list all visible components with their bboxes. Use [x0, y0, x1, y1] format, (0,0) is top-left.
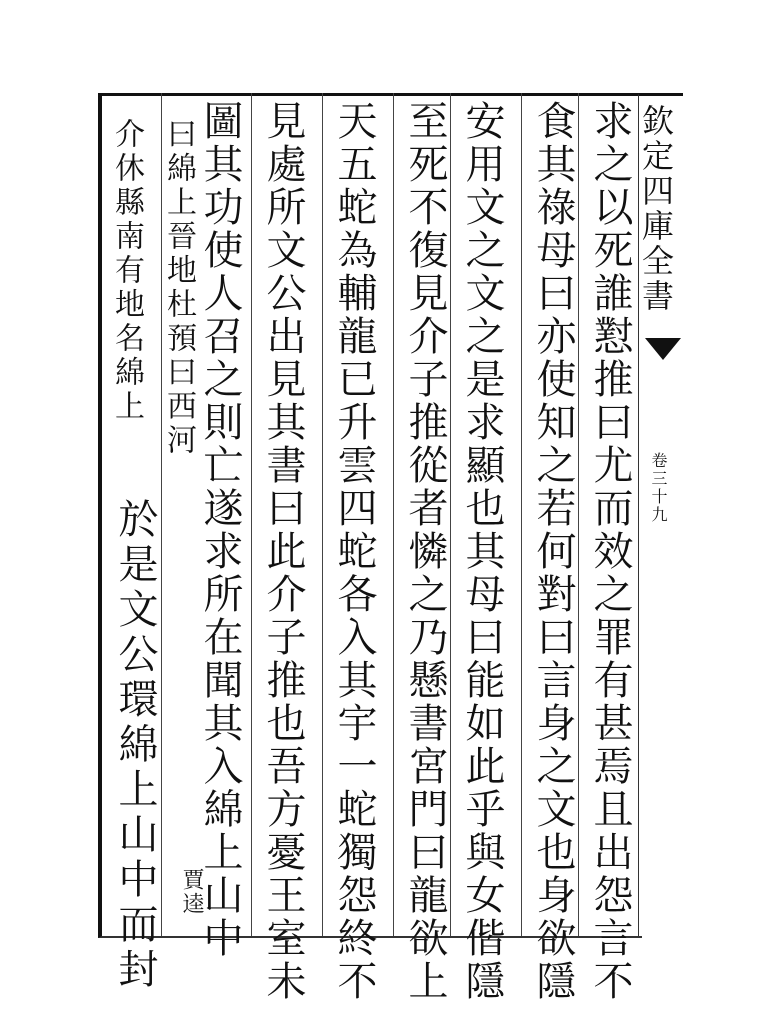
text-column-1: 求之以死誰懟推曰尤而效之罪有甚焉且出怨言不	[587, 100, 633, 1003]
margin-book-title: 欽定四庫全書	[637, 104, 675, 314]
column-divider	[450, 93, 451, 936]
fish-tail-mark	[645, 338, 681, 360]
annotation-line-2: 介休縣南有地名綿上	[109, 118, 144, 424]
annotation-name: 賈逵	[179, 868, 204, 916]
text-column-3: 安用文之文之是求顯也其母曰能如此乎與女偕隱	[459, 100, 505, 1003]
column-divider	[578, 93, 579, 936]
text-column-6: 見處所文公出見其書曰此介子推也吾方憂王室未	[260, 100, 306, 1003]
column-divider	[251, 93, 252, 936]
text-column-7: 圖其功使人召之則亡遂求所在聞其入綿上山中	[197, 100, 243, 960]
margin-juan-label: 卷三十九	[649, 452, 668, 524]
column-divider	[393, 93, 394, 936]
column-divider	[521, 93, 522, 936]
text-column-8: 於是文公環綿上山中而封	[112, 498, 158, 993]
column-divider	[322, 93, 323, 936]
text-column-5: 天五蛇為輔龍已升雲四蛇各入其宇一蛇獨怨終不	[331, 100, 377, 1003]
text-column-4: 至死不復見介子推從者憐之乃懸書宮門曰龍欲上	[402, 100, 448, 1003]
annotation-line-1: 曰綿上晉地杜預曰西河	[161, 118, 196, 458]
text-column-2: 食其祿母曰亦使知之若何對曰言身之文也身欲隱	[530, 100, 576, 1003]
